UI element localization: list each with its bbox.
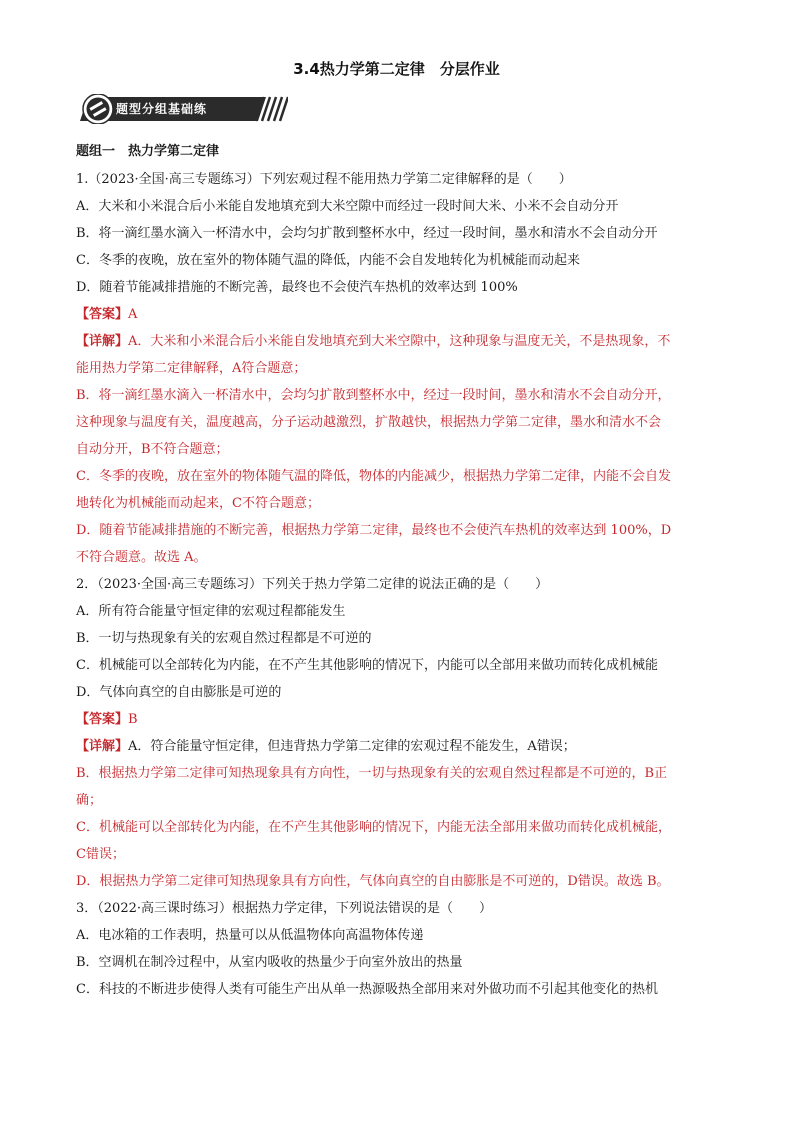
option-d: D．随着节能减排措施的不断完善，最终也不会使汽车热机的效率达到 100% bbox=[76, 280, 518, 295]
detail-text: A．符合能量守恒定律，但违背热力学第二定律的宏观过程不能发生，A错误； bbox=[128, 739, 576, 754]
detail-line: D．根据热力学第二定律可知热现象具有方向性，气体向真空的自由膨胀是不可逆的，D错误。故选 B。 bbox=[76, 874, 670, 889]
detail-line: D．随着节能减排措施的不断完善，根据热力学第二定律，最终也不会使汽车热机的效率达到 100%，D bbox=[76, 523, 672, 538]
detail-line: 能用热力学第二定律解释，A符合题意； bbox=[76, 361, 307, 376]
detail-line: B．将一滴红墨水滴入一杯清水中，会均匀扩散到整杯水中，经过一段时间，墨水和清水不会自动分开， bbox=[76, 388, 671, 403]
detail-line bbox=[76, 328, 720, 355]
answer-line bbox=[76, 301, 720, 328]
detail-line: 这种现象与温度有关，温度越高，分子运动越激烈，扩散越快，根据热力学第二定律，墨水和清水不会 bbox=[76, 415, 662, 430]
detail-line: C．冬季的夜晚，放在室外的物体随气温的降低，物体的内能减少，根据热力学第二定律，内能不会自发 bbox=[76, 469, 671, 484]
detail-line: 地转化为机械能而动起来，C不符合题意； bbox=[76, 496, 320, 511]
group-heading: 题组一 热力学第二定律 bbox=[76, 144, 220, 159]
detail-line: 自动分开，B不符合题意； bbox=[76, 442, 229, 457]
detail-tag: 【详解】 bbox=[76, 334, 129, 349]
answer-value: B bbox=[128, 712, 138, 727]
answer-tag: 【答案】 bbox=[76, 307, 129, 322]
content-body bbox=[76, 142, 720, 1003]
question-3 bbox=[76, 895, 720, 1003]
detail-line: 确； bbox=[76, 793, 103, 808]
option-a: A．所有符合能量守恒定律的宏观过程都能发生 bbox=[76, 604, 346, 619]
option-c: C．冬季的夜晚，放在室外的物体随气温的降低，内能不会自发地转化为机械能而动起来 bbox=[76, 253, 580, 268]
detail-text: A．大米和小米混合后小米能自发地填充到大米空隙中，这种现象与温度无关，不是热现象，不 bbox=[128, 334, 671, 349]
question-2 bbox=[76, 571, 720, 895]
document-title: 3.4热力学第二定律 分层作业 bbox=[293, 60, 500, 78]
banner-label: 题型分组基础练 bbox=[116, 102, 208, 116]
question-1 bbox=[76, 166, 720, 571]
option-a: A．大米和小米混合后小米能自发地填充到大米空隙中而经过一段时间大米、小米不会自动分开 bbox=[76, 199, 619, 214]
detail-line: 不符合题意。故选 A。 bbox=[76, 550, 207, 565]
option-c: C．科技的不断进步使得人类有可能生产出从单一热源吸热全部用来对外做功而不引起其他变化的热机 bbox=[76, 982, 658, 997]
question-stem: 3．（2022·高三课时练习）根据热力学定律，下列说法错误的是（ ） bbox=[76, 901, 492, 916]
detail-tag: 【详解】 bbox=[76, 739, 129, 754]
option-a: A．电冰箱的工作表明，热量可以从低温物体向高温物体传递 bbox=[76, 928, 424, 943]
option-b: B．空调机在制冷过程中，从室内吸收的热量少于向室外放出的热量 bbox=[76, 955, 463, 970]
option-b: B．一切与热现象有关的宏观自然过程都是不可逆的 bbox=[76, 631, 372, 646]
detail-line: C．机械能可以全部转化为内能，在不产生其他影响的情况下，内能无法全部用来做功而转化成机械能， bbox=[76, 820, 671, 835]
answer-value: A bbox=[128, 307, 138, 322]
option-c: C．机械能可以全部转化为内能，在不产生其他影响的情况下，内能可以全部用来做功而转化成机械能 bbox=[76, 658, 658, 673]
answer-line bbox=[76, 706, 720, 733]
detail-line bbox=[76, 733, 720, 760]
detail-line: B．根据热力学第二定律可知热现象具有方向性，一切与热现象有关的宏观自然过程都是不可逆的，B正 bbox=[76, 766, 668, 781]
question-stem: 2．（2023·全国·高三专题练习）下列关于热力学第二定律的说法正确的是（ ） bbox=[76, 577, 549, 592]
detail-line: C错误； bbox=[76, 847, 125, 862]
answer-tag: 【答案】 bbox=[76, 712, 129, 727]
option-d: D．气体向真空的自由膨胀是可逆的 bbox=[76, 685, 282, 700]
option-b: B．将一滴红墨水滴入一杯清水中，会均匀扩散到整杯水中，经过一段时间，墨水和清水不会自动分开 bbox=[76, 226, 658, 241]
question-stem: 1.（2023·全国·高三专题练习）下列宏观过程不能用热力学第二定律解释的是（ ） bbox=[76, 172, 572, 187]
section-banner bbox=[76, 94, 288, 124]
